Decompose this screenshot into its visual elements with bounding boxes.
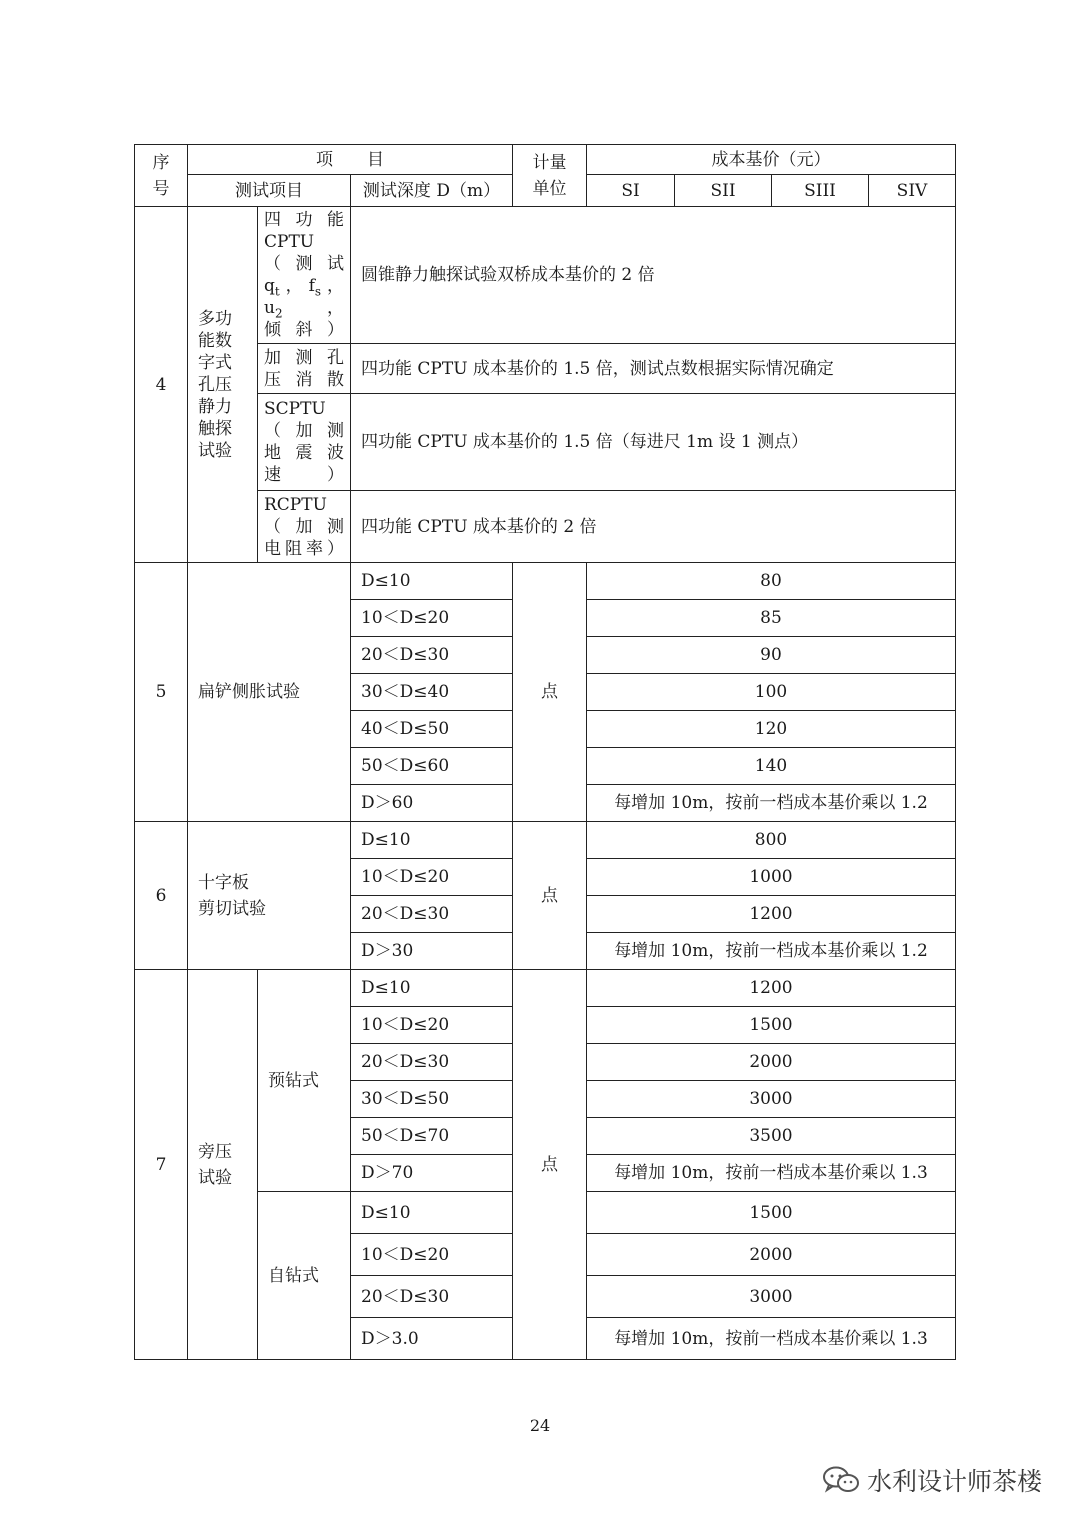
sec4-r3-name: SCPTU （加测 地震波 速） — [258, 394, 351, 491]
sec7-price: 3000 — [587, 1081, 956, 1118]
sec4-r1-desc: 圆锥静力触探试验双桥成本基价的 2 倍 — [351, 207, 956, 344]
sec7-price: 2000 — [587, 1234, 956, 1276]
sec6-unit: 点 — [513, 822, 587, 970]
sec5-no: 5 — [135, 563, 188, 822]
sec7-depth: 50＜D≤70 — [351, 1118, 513, 1155]
sec4-no: 4 — [135, 207, 188, 563]
header-test-item: 测试项目 — [188, 175, 351, 207]
sec7-price: 每增加 10m，按前一档成本基价乘以 1.3 — [587, 1318, 956, 1360]
sec5-price: 140 — [587, 748, 956, 785]
sec5-price: 120 — [587, 711, 956, 748]
sec5-depth: 50＜D≤60 — [351, 748, 513, 785]
sec5-unit: 点 — [513, 563, 587, 822]
sec6-name: 十字板 剪切试验 — [188, 822, 351, 970]
sec7-name: 旁压 试验 — [188, 970, 258, 1360]
sec6-price: 1200 — [587, 896, 956, 933]
sec7-price: 1500 — [587, 1192, 956, 1234]
sec6-depth: D＞30 — [351, 933, 513, 970]
sec4-name: 多功 能数 字式 孔压 静力 触探 试验 — [188, 207, 258, 563]
sec4-r4-desc: 四功能 CPTU 成本基价的 2 倍 — [351, 491, 956, 563]
sec4-r2-desc: 四功能 CPTU 成本基价的 1.5 倍，测试点数根据实际情况确定 — [351, 344, 956, 394]
wechat-icon — [821, 1465, 861, 1495]
sec4-r1-name: 四功能 CPTU （测试 $q_t$，$f_s$，$u_2$， 倾斜） — [258, 207, 351, 344]
cost-table — [134, 144, 956, 1360]
sec7-depth: 20＜D≤30 — [351, 1044, 513, 1081]
sec6-depth: 20＜D≤30 — [351, 896, 513, 933]
sec5-price: 80 — [587, 563, 956, 600]
sec7-depth: D＞3.0 — [351, 1318, 513, 1360]
sec7-depth: 10＜D≤20 — [351, 1234, 513, 1276]
header-unit: 计量 单位 — [513, 145, 587, 207]
page-number: 24 — [529, 1416, 551, 1435]
sec4-r3-desc: 四功能 CPTU 成本基价的 1.5 倍（每进尺 1m 设 1 测点） — [351, 394, 956, 491]
header-s4: SIV — [869, 175, 956, 207]
sec7-sub-predrilled: 预钻式 — [258, 970, 351, 1192]
sec7-price: 每增加 10m，按前一档成本基价乘以 1.3 — [587, 1155, 956, 1192]
header-s2: SII — [675, 175, 772, 207]
header-s1: SI — [587, 175, 675, 207]
sec6-depth: 10＜D≤20 — [351, 859, 513, 896]
sec7-depth: D＞70 — [351, 1155, 513, 1192]
watermark — [821, 1462, 1042, 1498]
sec7-no: 7 — [135, 970, 188, 1360]
watermark-text: 水利设计师茶楼 — [866, 1467, 1042, 1496]
header-item: 项 目 — [188, 145, 513, 175]
sec5-depth: 20＜D≤30 — [351, 637, 513, 674]
sec7-price: 1500 — [587, 1007, 956, 1044]
sec5-price: 100 — [587, 674, 956, 711]
sec4-r4-name: RCPTU （加测 电阻率） — [258, 491, 351, 563]
sec5-price: 90 — [587, 637, 956, 674]
sec6-price: 每增加 10m，按前一档成本基价乘以 1.2 — [587, 933, 956, 970]
header-base-price: 成本基价（元） — [587, 145, 956, 175]
sec7-price: 3500 — [587, 1118, 956, 1155]
sec7-depth: 30＜D≤50 — [351, 1081, 513, 1118]
header-seq: 序 号 — [135, 145, 188, 207]
sec7-depth: D≤10 — [351, 970, 513, 1007]
sec5-price: 每增加 10m，按前一档成本基价乘以 1.2 — [587, 785, 956, 822]
sec6-price: 1000 — [587, 859, 956, 896]
sec7-depth: D≤10 — [351, 1192, 513, 1234]
sec7-sub-selfboring: 自钻式 — [258, 1192, 351, 1360]
sec6-depth: D≤10 — [351, 822, 513, 859]
sec7-price: 1200 — [587, 970, 956, 1007]
sec5-depth: D＞60 — [351, 785, 513, 822]
sec5-name: 扁铲侧胀试验 — [188, 563, 351, 822]
sec4-r2-name: 加测孔 压消散 — [258, 344, 351, 394]
sec7-depth: 10＜D≤20 — [351, 1007, 513, 1044]
sec7-price: 3000 — [587, 1276, 956, 1318]
sec7-price: 2000 — [587, 1044, 956, 1081]
sec7-depth: 20＜D≤30 — [351, 1276, 513, 1318]
header-test-depth: 测试深度 D（m） — [351, 175, 513, 207]
sec5-price: 85 — [587, 600, 956, 637]
header-s3: SIII — [772, 175, 869, 207]
sec6-price: 800 — [587, 822, 956, 859]
sec5-depth: 30＜D≤40 — [351, 674, 513, 711]
sec5-depth: 10＜D≤20 — [351, 600, 513, 637]
sec5-depth: D≤10 — [351, 563, 513, 600]
sec7-unit: 点 — [513, 970, 587, 1360]
sec5-depth: 40＜D≤50 — [351, 711, 513, 748]
sec6-no: 6 — [135, 822, 188, 970]
